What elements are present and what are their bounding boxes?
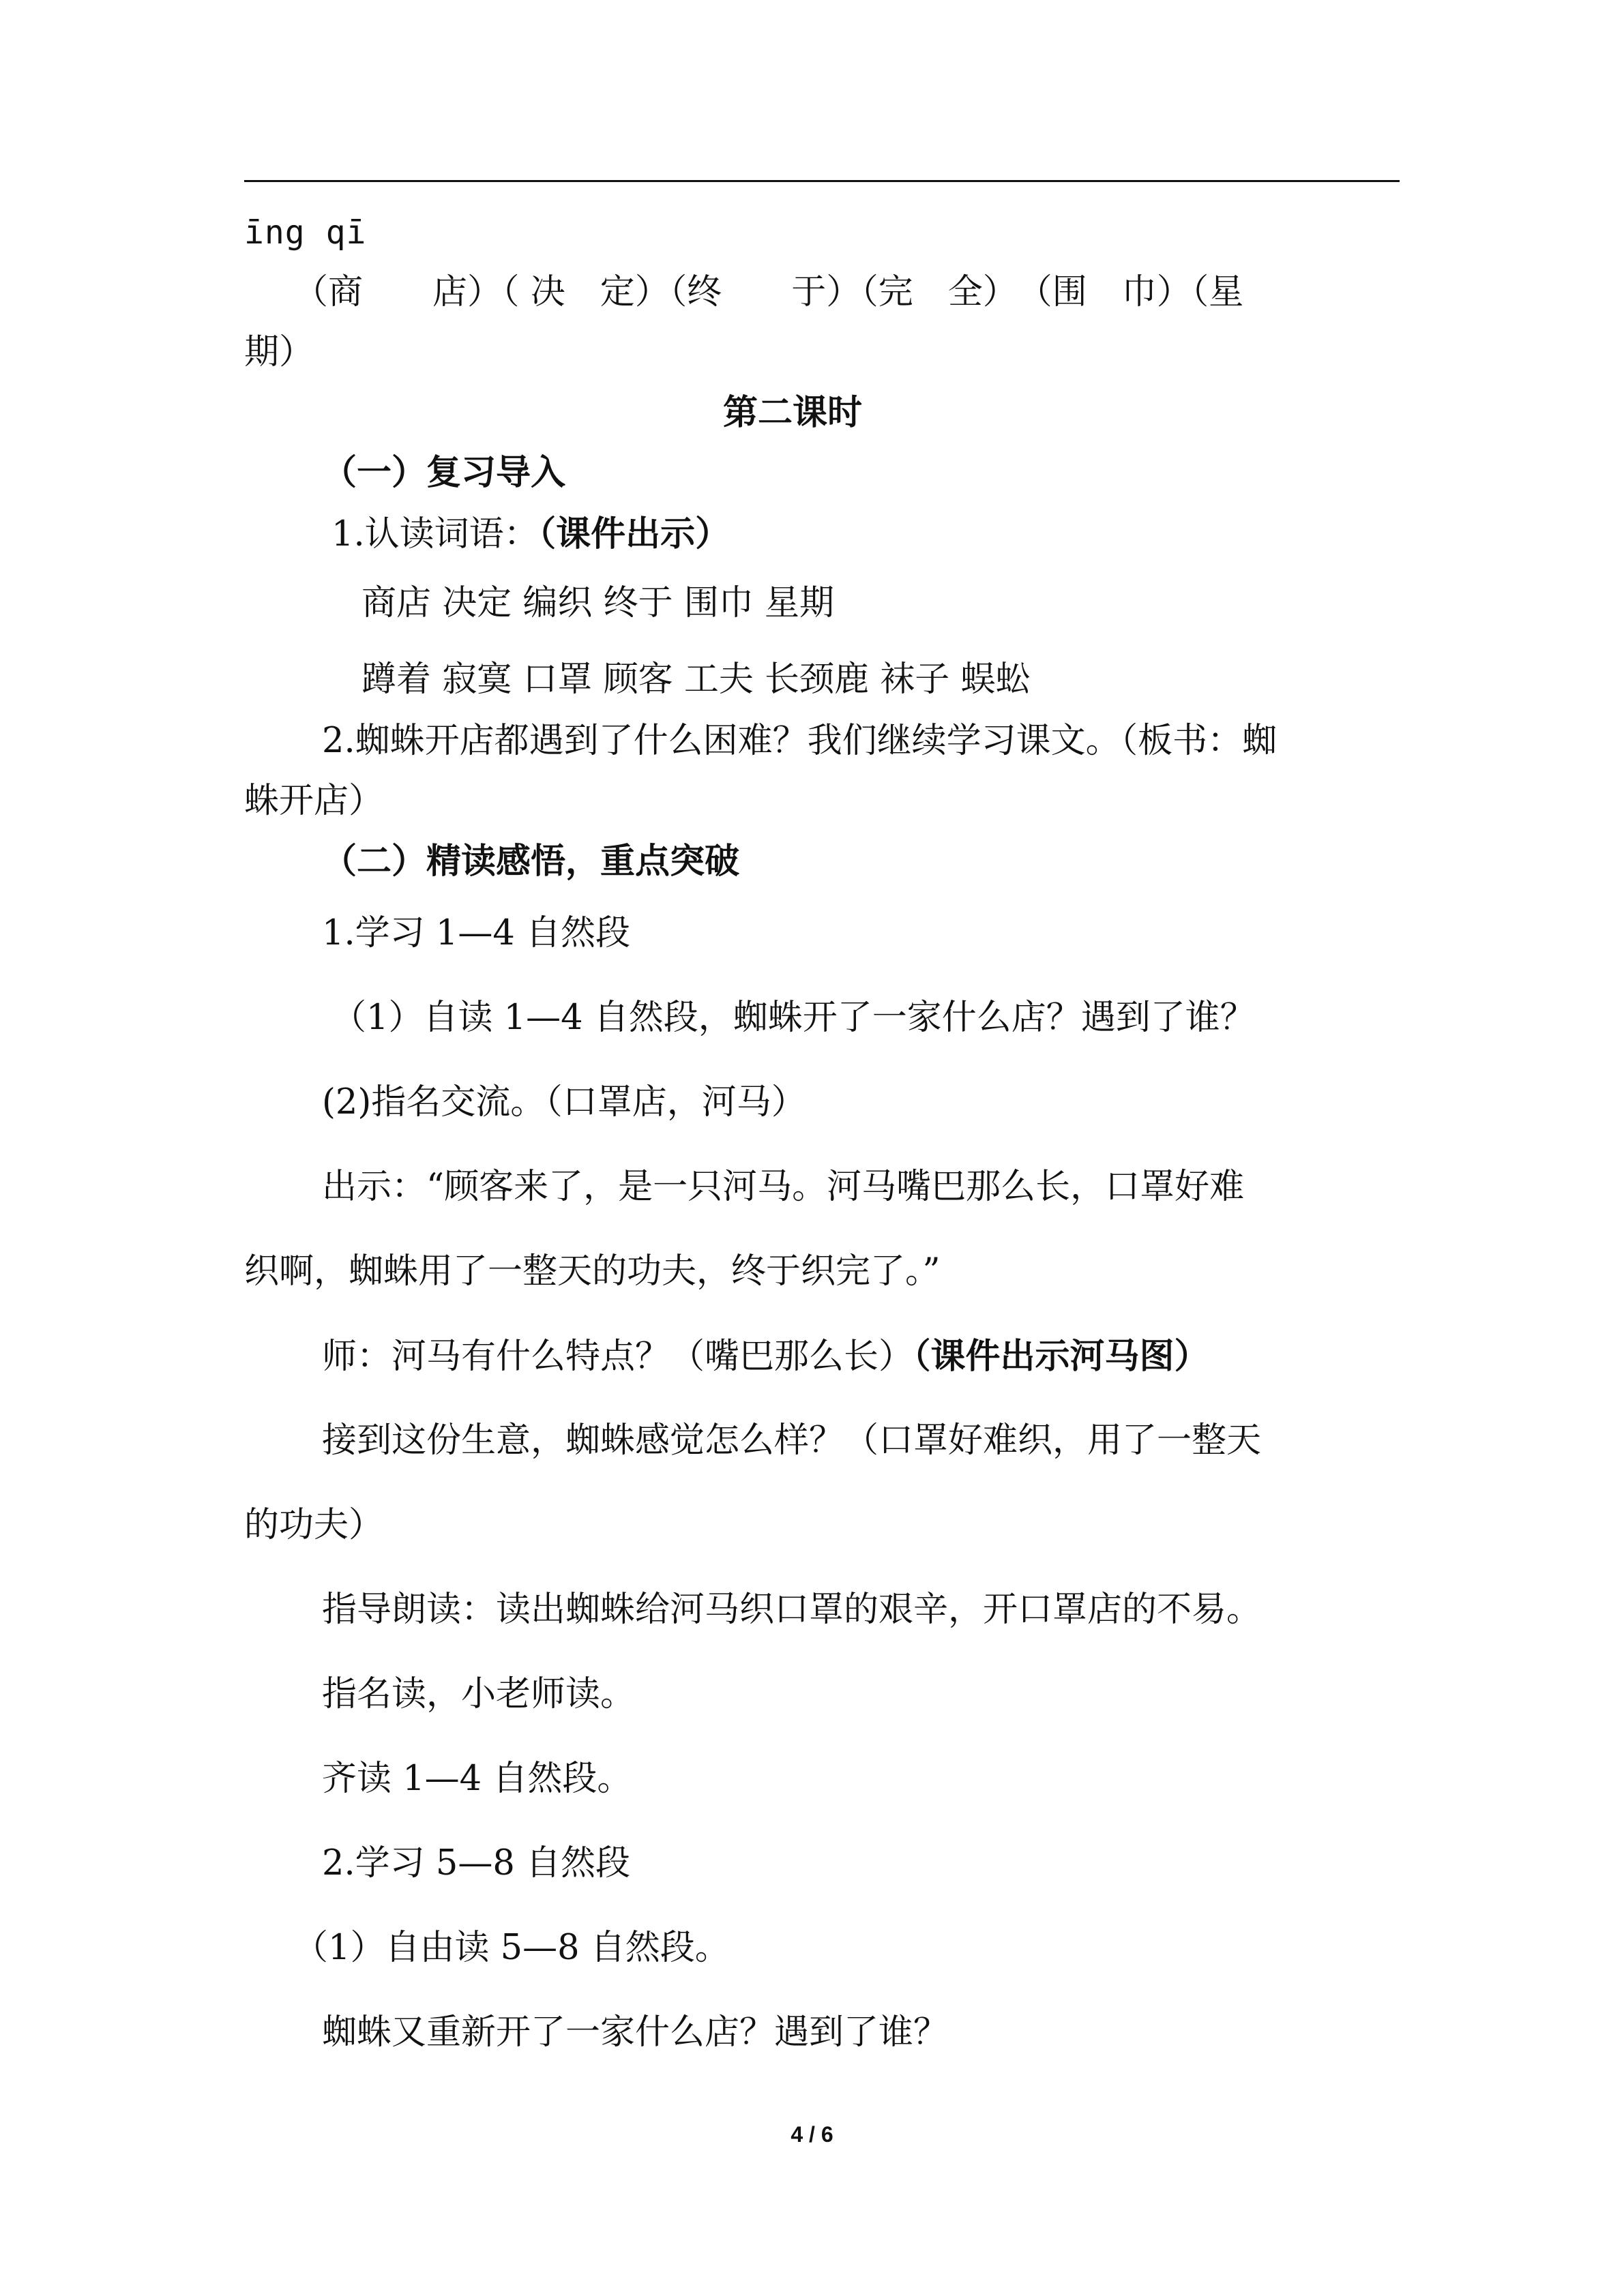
review-item-1-label: 1.认读词语： — [331, 514, 539, 554]
name-reading: 指名读，小老师读。 — [322, 1674, 636, 1714]
show-text-line-1: 出示：“顾客来了，是一只河马。河马嘴巴那么长，口罩好难 — [322, 1167, 1245, 1207]
review-item-2-line-1: 2.蜘蛛开店都遇到了什么困难？我们继续学习课文。（板书：蜘 — [322, 721, 1278, 761]
review-item-1-note: （课件出示） — [538, 513, 730, 554]
show-text-line-2: 织啊，蜘蛛用了一整天的功夫，终于织完了。” — [244, 1251, 941, 1292]
receive-line-2: 的功夫） — [244, 1505, 384, 1545]
question-1: （1）自读 1—4 自然段，蜘蛛开了一家什么店？遇到了谁？ — [331, 998, 1255, 1038]
vocab-row-2: 蹲着 寂寞 口罩 顾客 工夫 长颈鹿 袜子 蜈蚣 — [361, 659, 1031, 700]
lesson-title: 第二课时 — [723, 392, 863, 433]
word-fill-line-2: 期） — [244, 332, 314, 372]
review-item-2-line-2: 蛛开店） — [244, 781, 384, 821]
pinyin-line: īng qī — [244, 213, 367, 252]
review-item-1 — [331, 510, 730, 558]
teacher-question-note: （课件出示河马图） — [913, 1336, 1209, 1377]
page-number: 4 / 6 — [791, 2122, 833, 2147]
vocab-row-1: 商店 决定 编织 终于 围巾 星期 — [361, 583, 835, 623]
section-2-heading: （二）精读感悟，重点突破 — [322, 841, 740, 882]
teacher-question — [322, 1332, 1209, 1381]
study-paragraphs-5-8: 2.学习 5—8 自然段 — [322, 1843, 630, 1883]
question-3: （1）自由读 5—8 自然段。 — [293, 1928, 730, 1968]
study-paragraphs-1-4: 1.学习 1—4 自然段 — [322, 913, 630, 953]
guide-reading: 指导朗读：读出蜘蛛给河马织口罩的艰辛，开口罩店的不易。 — [322, 1590, 1262, 1630]
header-rule — [244, 180, 1400, 182]
teacher-question-text: 师：河马有什么特点？（嘴巴那么长） — [322, 1337, 914, 1377]
question-4: 蜘蛛又重新开了一家什么店？遇到了谁？ — [322, 2012, 949, 2053]
receive-line-1: 接到这份生意，蜘蛛感觉怎么样？（口罩好难织，用了一整天 — [322, 1420, 1262, 1461]
chorus-reading: 齐读 1—4 自然段。 — [322, 1759, 632, 1799]
question-2: (2)指名交流。（口罩店，河马） — [322, 1082, 806, 1122]
section-1-heading: （一）复习导入 — [322, 452, 566, 493]
word-fill-line-1: （商 店）（ 决 定）（终 于）（完 全） （围 巾）（星 — [293, 272, 1244, 312]
